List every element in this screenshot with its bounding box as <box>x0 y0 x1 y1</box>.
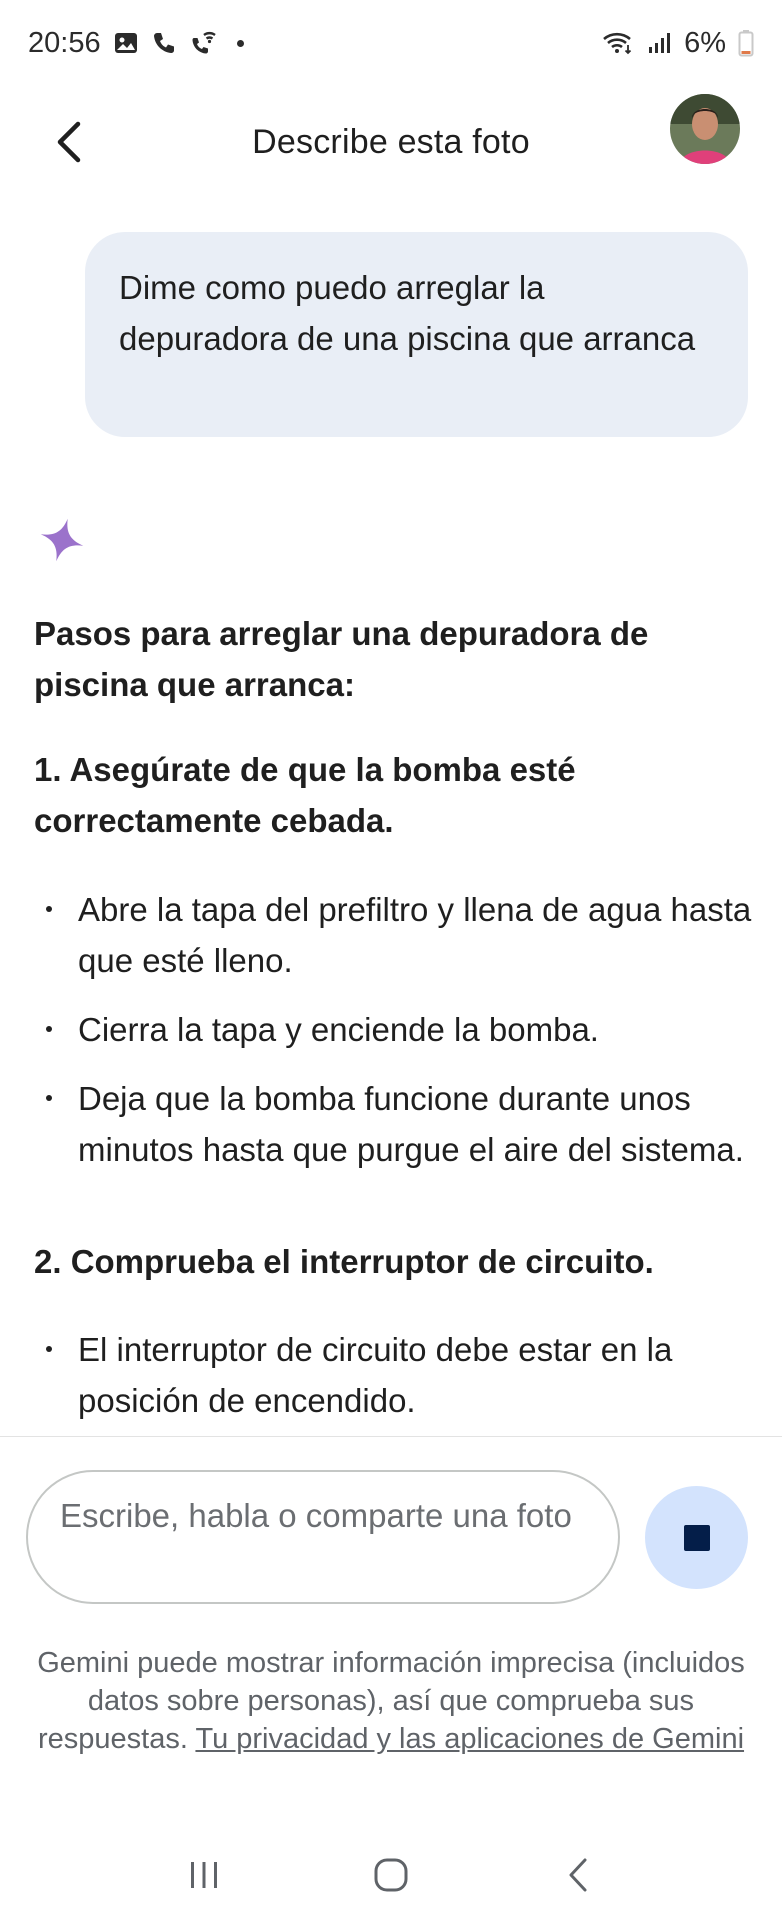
wifi-icon <box>602 30 634 56</box>
prompt-input[interactable] <box>60 1490 588 1602</box>
response-intro-heading: Pasos para arreglar una depuradora de piscina que arranca: <box>34 615 649 703</box>
page-title: Describe esta foto <box>252 122 530 161</box>
step1-bullet-list <box>34 884 754 1193</box>
prompt-composer <box>26 1470 620 1604</box>
response-step2-heading: 2. Comprueba el interruptor de circuito. <box>34 1243 654 1280</box>
stop-button[interactable] <box>645 1486 748 1589</box>
composer-divider <box>0 1436 782 1437</box>
user-message-bubble: Dime como puedo arreglar la depuradora de una piscina que arranca <box>85 232 748 437</box>
phone-icon <box>151 30 177 56</box>
response-step1-heading: 1. Asegúrate de que la bomba esté correctamente cebada. <box>34 751 576 839</box>
list-item: Deja que la bomba funcione durante unos minutos hasta que purgue el aire del sistema. <box>34 1073 754 1175</box>
battery-text: 6% <box>684 26 726 59</box>
system-nav-bar <box>0 1830 782 1920</box>
signal-icon <box>646 30 672 56</box>
status-bar <box>0 0 782 86</box>
avatar-icon[interactable] <box>670 94 740 164</box>
wifi-call-icon <box>189 30 217 56</box>
status-left <box>28 27 244 60</box>
back-arrow-icon[interactable] <box>36 110 100 174</box>
list-item: Cierra la tapa y enciende la bomba. <box>34 1004 754 1055</box>
app-header <box>0 86 782 198</box>
gemini-spark-icon <box>38 516 86 564</box>
battery-icon <box>738 29 754 57</box>
list-item: El interruptor de circuito debe estar en la posición de encendido. <box>34 1324 754 1426</box>
recents-icon[interactable] <box>164 1840 244 1910</box>
gallery-icon <box>113 30 139 56</box>
stop-icon <box>684 1525 710 1551</box>
privacy-link[interactable]: Tu privacidad y las aplicaciones de Gemini <box>195 1723 745 1755</box>
status-time: 20:56 <box>28 26 101 59</box>
home-icon[interactable] <box>351 1840 431 1910</box>
step2-bullet-list <box>34 1324 754 1444</box>
list-item: Abre la tapa del prefiltro y llena de agua hasta que esté lleno. <box>34 884 754 986</box>
dot-icon <box>237 40 244 47</box>
status-right <box>602 27 754 60</box>
disclaimer <box>30 1644 752 1758</box>
back-icon[interactable] <box>538 1840 618 1910</box>
disclaimer-text: Gemini puede mostrar información imprecisa (incluidos datos sobre personas), así que comprueba sus respuestas. <box>37 1647 745 1755</box>
